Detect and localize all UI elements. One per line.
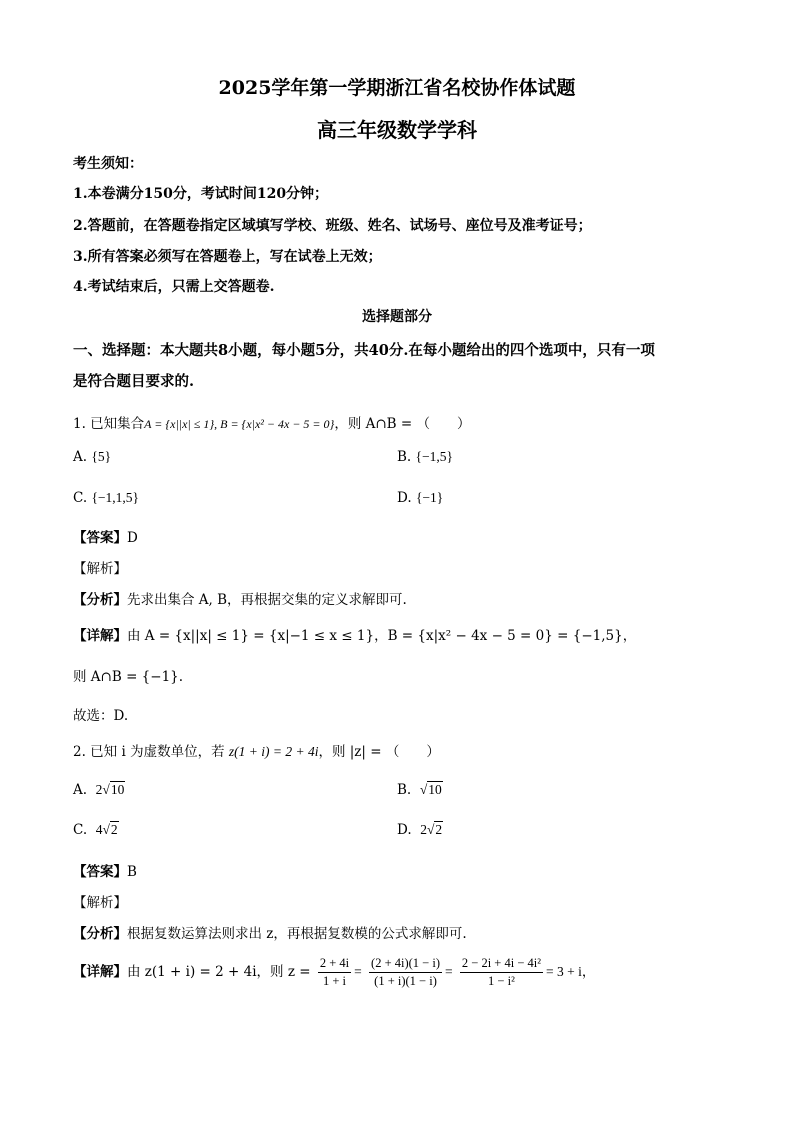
q1-result: 则 A∩B = {−1}. xyxy=(73,669,184,685)
q1-answer-value: D xyxy=(127,530,138,546)
q1-xiangjie: 【详解】由 A = {x||x| ≤ 1} = {x|−1 ≤ x ≤ 1}，B = {x|x² − 4x − 5 = 0} = {−1,5}， xyxy=(73,628,637,644)
q1-option-c: C. {−1,1,5} xyxy=(73,490,140,506)
q1-answer-tag: 【答案】 xyxy=(73,530,127,546)
notice-item-1: 1.本卷满分150分，考试时间120分钟； xyxy=(73,186,329,202)
notice-item-3: 3.所有答案必须写在答题卷上，写在试卷上无效； xyxy=(73,249,382,265)
part-instructions-line-2: 是符合题目要求的. xyxy=(73,373,195,390)
exam-subtitle: 高三年级数学学科 xyxy=(317,118,477,142)
q2-xiangjie-prefix: 由 z(1 + i) = 2 + 4i，则 z = xyxy=(127,964,311,980)
q2-option-c: C. 4√2 xyxy=(73,822,118,838)
q1-question-tail: ，则 A∩B = （ ） xyxy=(334,416,471,432)
q1-option-b-value: {−1,5} xyxy=(415,449,453,464)
q2-fraction-2: $\frac{(2 + 4i)(1 - i)}{(1 + i)(1 - i)}$ xyxy=(371,956,440,988)
q1-answer xyxy=(73,526,138,546)
q2-xiangjie: 【详解】由 z(1 + i) = 2 + 4i，则 z = $\frac{2 + 4i}{1 + i}$ = $\frac{(2 + 4i)(1 - i)}{(1 + i)(1 - i)}$ = $\frac{\text{2 − 2i + 4i − 4i²}}{\text{1 − i²}}$ = 3 + i， xyxy=(73,956,596,988)
q2-fraction-3: $\frac{\text{2 − 2i + 4i − 4i²}}{\text{1 − i²}}$ xyxy=(461,956,541,988)
notice-heading: 考生须知： xyxy=(73,156,143,172)
q2-xiangjie-result: = 3 + i， xyxy=(545,964,596,979)
section-title: 选择题部分 xyxy=(362,309,432,325)
q1-prefix: 1. 已知集合 xyxy=(73,416,145,432)
q1-option-a-value: {5} xyxy=(91,449,112,464)
q2-option-b: B. √10 xyxy=(397,782,442,798)
part-instructions-line-1: 一、选择题：本大题共8小题，每小题5分，共40分.在每小题给出的四个选项中，只有一项 xyxy=(73,342,655,359)
q2-fenxi-text: 根据复数运算法则求出 z，再根据复数模的公式求解即可. xyxy=(127,926,467,942)
q1-option-c-value: {−1,1,5} xyxy=(91,490,140,505)
q1-set-b: B = {x|x² − 4x − 5 = 0} xyxy=(220,417,335,431)
q1-option-a: A. {5} xyxy=(73,449,112,465)
q2-fraction-1: $\frac{2 + 4i}{1 + i}$ xyxy=(319,956,350,988)
q2-answer xyxy=(73,860,137,880)
q2-analysis-heading: 【解析】 xyxy=(73,895,127,911)
question-1: 1. 已知集合A = {x||x| ≤ 1}, B = {x|x² − 4x − 5 = 0}，则 A∩B = （ ） xyxy=(73,416,471,432)
q1-option-d: D. {−1} xyxy=(397,490,444,506)
notice-item-2: 2.答题前，在答题卷指定区域填写学校、班级、姓名、试场号、座位号及准考证号； xyxy=(73,218,592,234)
exam-title: 2025学年第一学期浙江省名校协作体试题 xyxy=(218,77,576,99)
q1-analysis-heading: 【解析】 xyxy=(73,561,127,577)
q1-xiangjie-text: 由 A = {x||x| ≤ 1} = {x|−1 ≤ x ≤ 1}，B = {x|x² − 4x − 5 = 0} = {−1,5}， xyxy=(127,628,637,644)
q2-question-tail: ，则 |z| = （ ） xyxy=(318,744,440,760)
q2-option-c-radicand: 2 xyxy=(110,822,118,837)
question-2 xyxy=(73,740,440,760)
q2-option-a: A. 2√10 xyxy=(73,782,125,798)
q1-conclusion: 故选：D. xyxy=(73,708,129,724)
q2-answer-value: B xyxy=(127,864,137,880)
q2-fenxi: 【分析】根据复数运算法则求出 z，再根据复数模的公式求解即可. xyxy=(73,926,467,942)
q2-option-b-radicand: 10 xyxy=(428,782,442,797)
q2-option-a-radicand: 10 xyxy=(110,782,125,797)
q2-option-d-radicand: 2 xyxy=(435,822,443,837)
q1-fenxi: 【分析】先求出集合 A, B，再根据交集的定义求解即可. xyxy=(73,592,407,608)
q1-option-b: B. {−1,5} xyxy=(397,449,453,465)
notice-item-4: 4.考试结束后，只需上交答题卷. xyxy=(73,279,275,295)
q2-answer-tag: 【答案】 xyxy=(73,864,127,880)
q2-prefix: 2. 已知 i 为虚数单位，若 xyxy=(73,744,225,760)
q1-fenxi-text: 先求出集合 A, B，再根据交集的定义求解即可. xyxy=(127,592,407,608)
q1-set-a: A = {x||x| ≤ 1} xyxy=(144,417,215,431)
q2-equation: z(1 + i) = 2 + 4i xyxy=(228,744,319,759)
q2-option-d: D. 2√2 xyxy=(397,822,443,838)
q1-option-d-value: {−1} xyxy=(415,490,444,505)
